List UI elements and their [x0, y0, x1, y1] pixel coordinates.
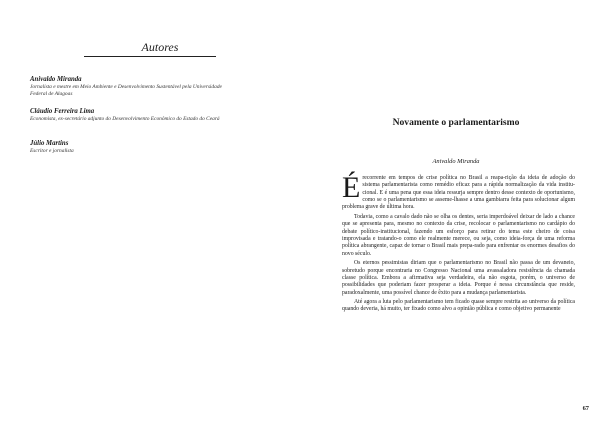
paragraph-text: recorrente em tempos de crise política no Brasil a reapa-rição da ideia de adoção do sistema parlamentarista como remédio eficaz para a rápida normalização da vida institu-cional. E é uma pena que essa ideia ressurja sempre dentro desse contexto de oportunismo, como se o parlamentarismo se asseme-lhasse a uma gambiarra feita para solucionar algum problema grave de última hora. [342, 175, 575, 211]
author-name: Júlio Martins [30, 140, 69, 147]
article-title: Novamente o parlamentarismo [392, 117, 520, 128]
paragraph-2: Todavia, como a cavalo dado não se olha os dentes, seria imperdoável deixar de lado a chance que se apresenta para, mesmo no contexto da crise, recolocar o parlamentarismo no cardápio do debate político-institucional, fazendo um esforço para retirar do tema este cheiro de coisa improvisada e tratando-o como ele realmente merece, ou seja, como ideia-força de uma reforma política abrangente, capaz de tornar o Brasil mais prepa-rado para enfrentar os enormes desafios do novo século. [342, 213, 575, 257]
paragraph-3: Os eternos pessimistas diriam que o parlamentarismo no Brasil não passa de um devaneio, sobretudo porque encontraria no Congresso Nacional uma avassaladora resistência da chamada classe política. Embora a afirmativa seja verdadeira, ela não esgota, porém, o universo de possibilidades que poderiam fazer prosperar a ideia. Porque é nessa circunstância que reside, paradoxalmente, uma possível chance de êxito para a mudança parlamentarista. [342, 260, 575, 296]
article-body [342, 171, 575, 316]
page-number: 67 [582, 405, 589, 412]
article-author: Anivaldo Miranda [432, 158, 480, 165]
author-name: Anivaldo Miranda [30, 76, 82, 83]
author-entry-1 [30, 76, 235, 98]
author-entry-2 [30, 108, 235, 123]
drop-cap: É [342, 171, 361, 204]
paragraph-1 [342, 171, 575, 212]
author-entry-3 [30, 140, 235, 155]
paragraph-4: Até agora a luta pelo parlamentarismo tem ficado quase sempre restrita ao universo da política quando deveria, há muito, ter fixado como alvo a opinião pública e como objetivo permanente [342, 299, 575, 313]
author-description: Jornalista e mestre em Meio Ambiente e Desenvolvimento Sustentável pela Universidade Federal de Alagoas [30, 84, 222, 97]
authors-heading: Autores [141, 40, 179, 54]
heading-rule [84, 56, 216, 57]
author-description: Economista, ex-secretário adjunto do Desenvolvimento Econômico do Estado do Ceará [30, 116, 220, 122]
right-page [312, 0, 600, 439]
author-name: Cláudio Ferreira Lima [30, 108, 95, 115]
author-description: Escritor e jornalista [30, 148, 74, 154]
